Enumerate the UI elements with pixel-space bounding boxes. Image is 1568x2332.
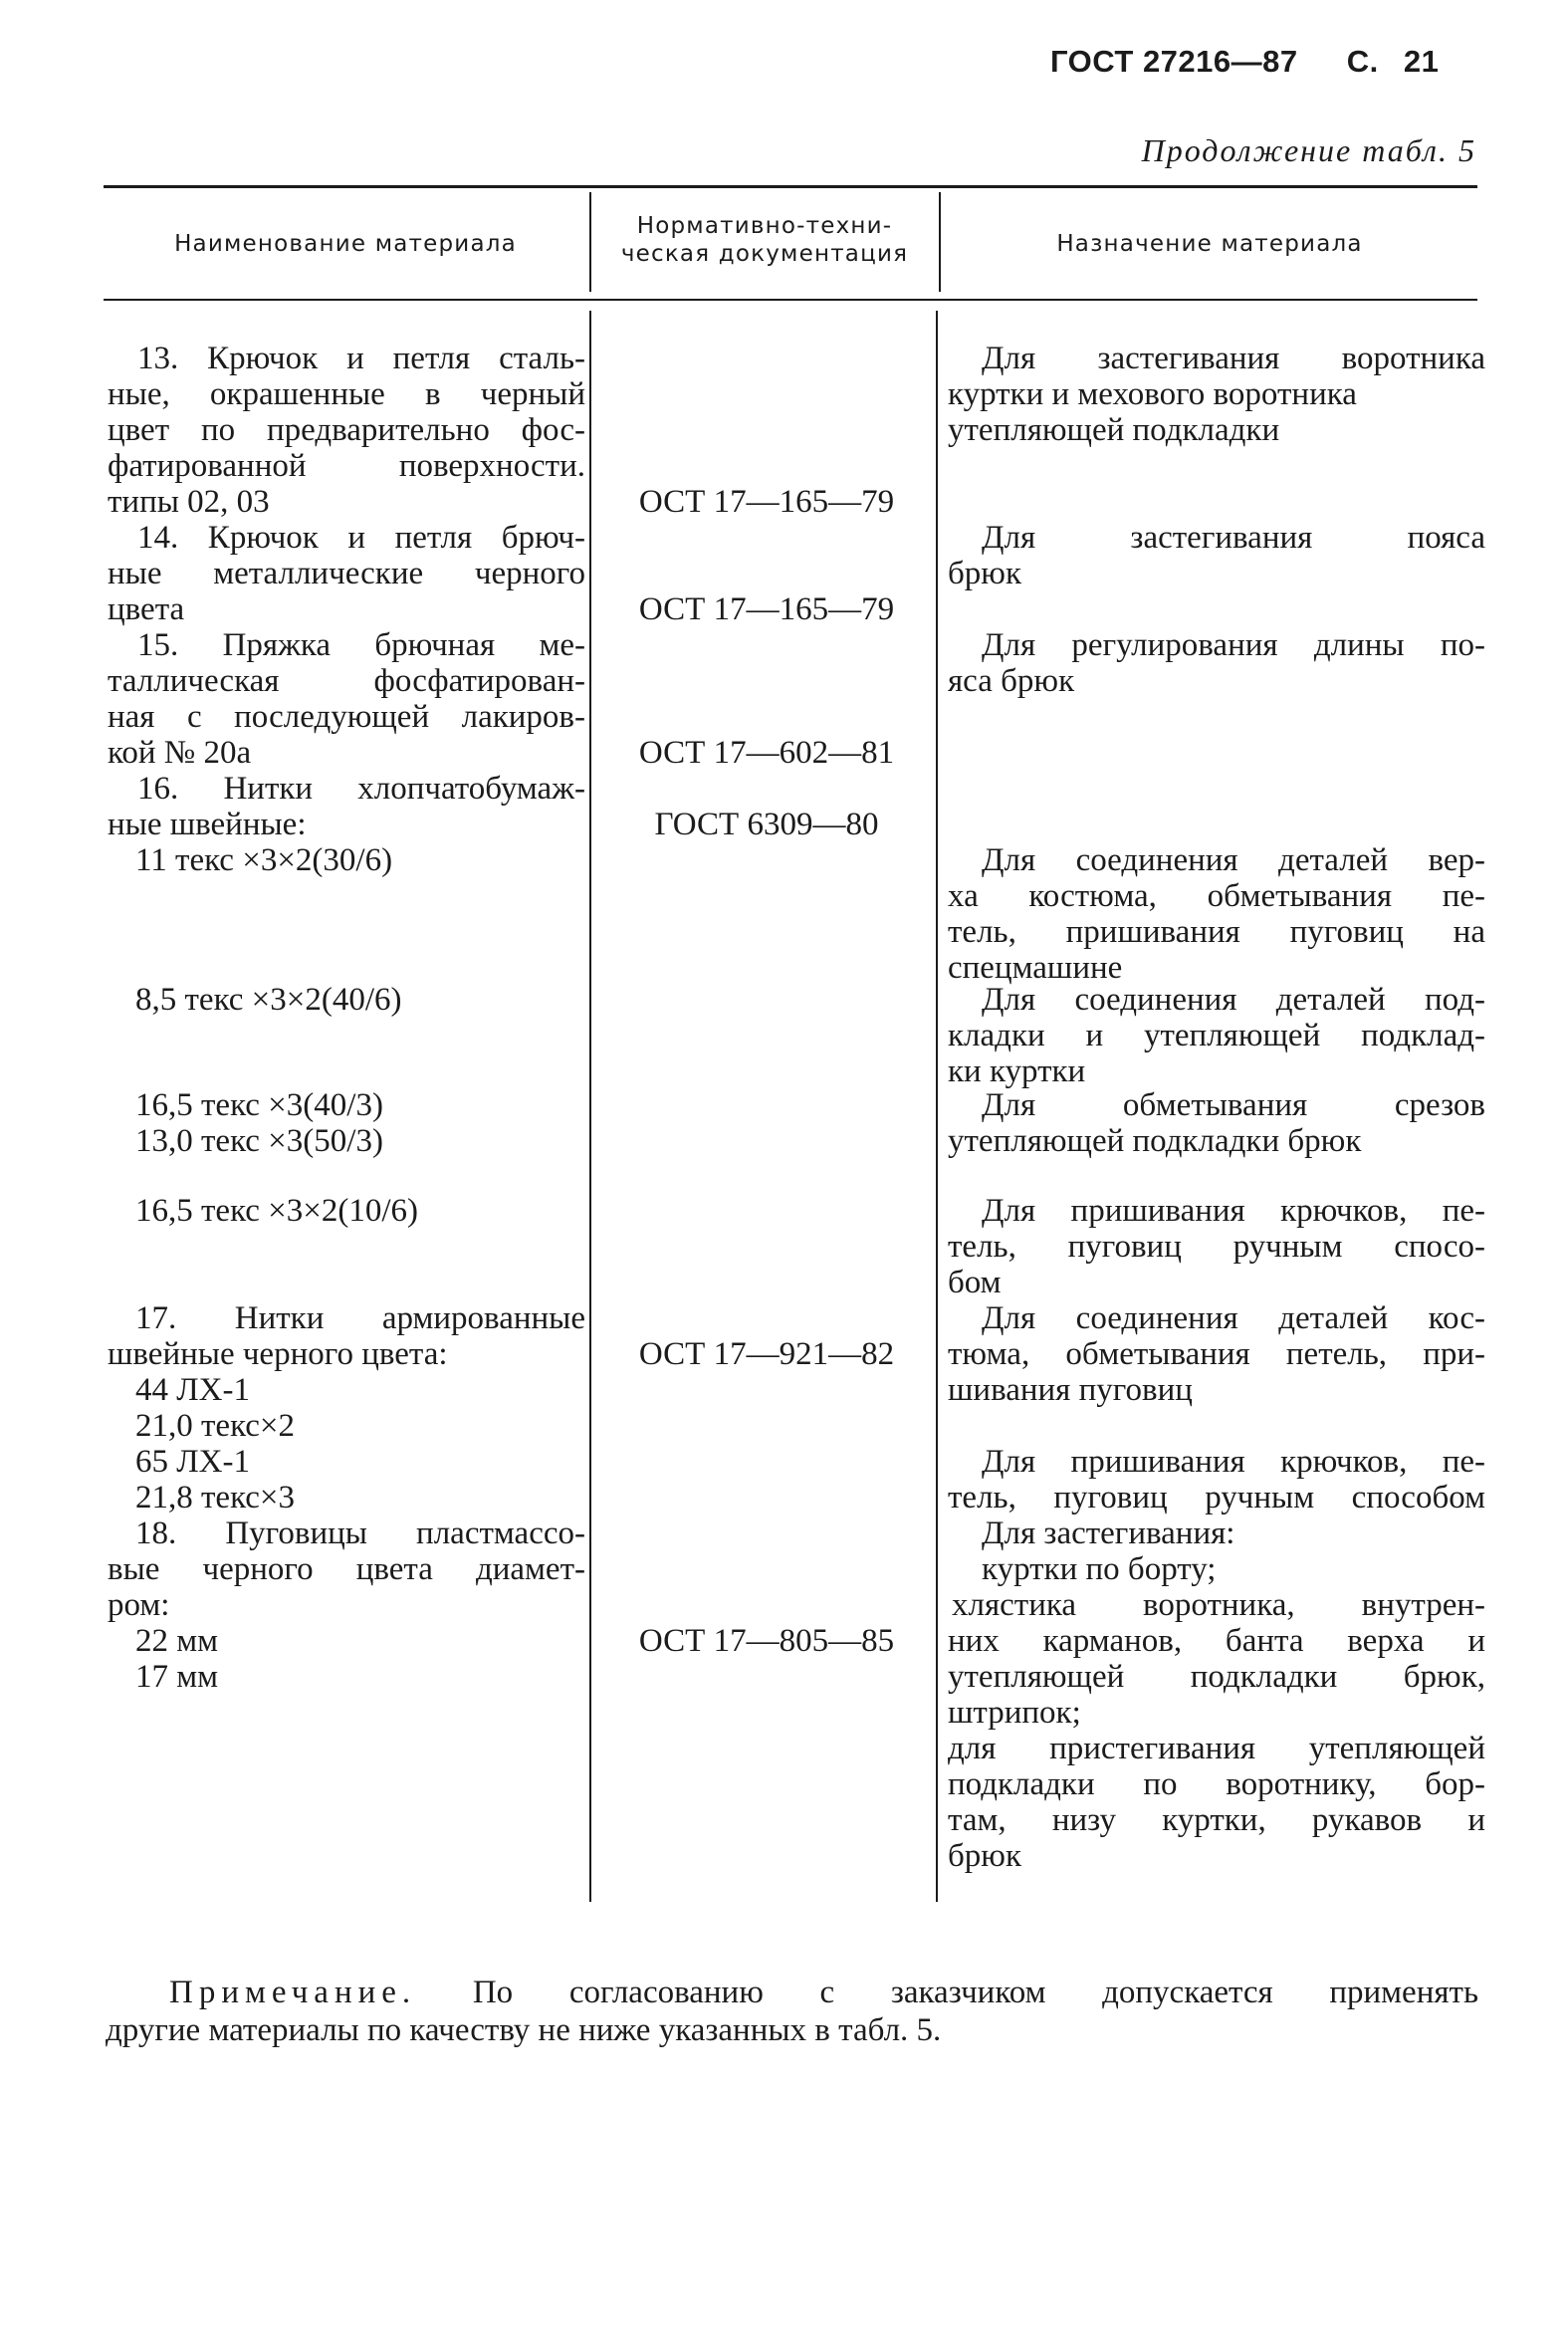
documentation-cell: ОСТ 17—165—79	[638, 591, 895, 627]
purpose-line: брюк	[948, 556, 1021, 591]
purpose-line: брюк	[948, 1838, 1021, 1874]
purpose-line: тюма, обметывания петель, при-	[948, 1336, 1485, 1372]
purpose-line: спецмашине	[948, 950, 1123, 986]
purpose-line: утепляющей подкладки брюк	[948, 1123, 1362, 1159]
material-line: 11 текс ×3×2(30/6)	[135, 842, 393, 878]
purpose-line: Для застегивания пояса	[982, 520, 1485, 556]
material-line: 15. Пряжка брючная ме-	[137, 627, 585, 663]
material-line: фатированной поверхности.	[108, 448, 585, 484]
purpose-line: Для соединения деталей кос-	[982, 1300, 1485, 1336]
purpose-line: Для застегивания воротника	[982, 341, 1485, 376]
material-line: 44 ЛХ-1	[135, 1372, 250, 1408]
header-material: Наименование материала	[174, 231, 517, 257]
documentation-cell: ОСТ 17—602—81	[638, 735, 895, 771]
purpose-line: утепляющей подкладки брюк,	[948, 1659, 1485, 1695]
header-documentation-line2: ческая документация	[620, 241, 909, 267]
material-line: вые черного цвета диамет-	[108, 1551, 585, 1587]
material-line: 17 мм	[135, 1659, 219, 1695]
purpose-line: Для соединения деталей вер-	[982, 842, 1485, 878]
material-line: 21,8 текс×3	[135, 1480, 296, 1516]
documentation-cell: ОСТ 17—921—82	[638, 1336, 895, 1372]
column-divider-2-body	[936, 311, 938, 1902]
material-line: таллическая фосфатирован-	[108, 663, 585, 699]
purpose-line: тель, пуговиц ручным спосо-	[948, 1229, 1485, 1265]
purpose-line: куртки по борту;	[982, 1551, 1217, 1587]
purpose-line: Для пришивания крючков, пе-	[982, 1444, 1485, 1480]
documentation-cell: ОСТ 17—805—85	[638, 1623, 895, 1659]
material-line: 21,0 текс×2	[135, 1408, 296, 1444]
material-line: 22 мм	[135, 1623, 219, 1659]
purpose-line: тель, пришивания пуговиц на	[948, 914, 1485, 950]
purpose-line: кладки и утепляющей подклад-	[948, 1018, 1485, 1053]
material-line: 14. Крючок и петля брюч-	[137, 520, 585, 556]
purpose-line: бом	[948, 1265, 1002, 1300]
purpose-line: Для застегивания:	[982, 1516, 1235, 1551]
purpose-line: для пристегивания утепляющей	[948, 1731, 1485, 1766]
purpose-line: ха костюма, обметывания пе-	[948, 878, 1485, 914]
material-line: цвет по предварительно фос-	[108, 412, 585, 448]
documentation-cell: ОСТ 17—165—79	[638, 484, 895, 520]
table-top-rule	[104, 185, 1477, 188]
purpose-line: Для регулирования длины по-	[982, 627, 1485, 663]
note-line-2: другие материалы по качеству не ниже указанных в табл. 5.	[106, 2012, 942, 2048]
material-line: 8,5 текс ×3×2(40/6)	[135, 982, 402, 1018]
material-line: 13. Крючок и петля сталь-	[137, 341, 585, 376]
material-line: ные швейные:	[108, 807, 307, 842]
purpose-line: шивания пуговиц	[948, 1372, 1193, 1408]
material-line: ные, окрашенные в черный	[108, 376, 585, 412]
purpose-line: яса брюк	[948, 663, 1075, 699]
purpose-line: тель, пуговиц ручным способом	[948, 1480, 1485, 1516]
documentation-cell: ГОСТ 6309—80	[654, 807, 879, 842]
table-continuation-caption: Продолжение табл. 5	[1141, 132, 1476, 168]
material-line: 16,5 текс ×3×2(10/6)	[135, 1193, 419, 1229]
table-header-rule	[104, 299, 1477, 301]
purpose-line: Для соединения деталей под-	[982, 982, 1485, 1018]
material-line: швейные черного цвета:	[108, 1336, 448, 1372]
table-note	[106, 1974, 1479, 2049]
purpose-line: них карманов, банта верха и	[948, 1623, 1485, 1659]
material-line: кой № 20а	[108, 735, 252, 771]
header-purpose: Назначение материала	[1056, 231, 1363, 257]
page-header	[1050, 44, 1439, 80]
material-line: типы 02, 03	[108, 484, 270, 520]
purpose-line: куртки и мехового воротника	[948, 376, 1357, 412]
note-label: Примечание.	[169, 1975, 417, 2010]
purpose-line: Для пришивания крючков, пе-	[982, 1193, 1485, 1229]
note-text-1: По согласованию с заказчиком допускается применять	[472, 1975, 1479, 2010]
material-line: ная с последующей лакиров-	[108, 699, 585, 735]
note-line-1	[169, 1974, 1478, 2011]
page-number: 21	[1403, 44, 1440, 79]
material-line: ром:	[108, 1587, 170, 1623]
material-line: 17. Нитки армированные	[135, 1300, 585, 1336]
purpose-line: ки куртки	[948, 1053, 1086, 1089]
material-line: 16. Нитки хлопчатобумаж-	[137, 771, 585, 807]
standard-number: ГОСТ 27216—87	[1050, 44, 1298, 79]
purpose-line: утепляющей подкладки	[948, 412, 1280, 448]
purpose-line: Для обметывания срезов	[982, 1087, 1485, 1123]
purpose-line: штрипок;	[948, 1695, 1081, 1731]
column-divider-2	[939, 192, 941, 292]
purpose-line: там, низу куртки, рукавов и	[948, 1802, 1485, 1838]
material-line: 65 ЛХ-1	[135, 1444, 250, 1480]
material-line: ные металлические черного	[108, 556, 585, 591]
header-documentation	[593, 212, 936, 268]
page-label: С.	[1346, 44, 1379, 79]
purpose-line: подкладки по воротнику, бор-	[948, 1766, 1485, 1802]
material-line: 18. Пуговицы пластмассо-	[135, 1516, 585, 1551]
material-line: цвета	[108, 591, 185, 627]
header-documentation-line1: Нормативно-техни-	[636, 213, 893, 239]
purpose-line: хлястика воротника, внутрен-	[952, 1587, 1485, 1623]
material-line: 13,0 текс ×3(50/3)	[135, 1123, 383, 1159]
material-line: 16,5 текс ×3(40/3)	[135, 1087, 383, 1123]
column-divider-1	[589, 192, 591, 292]
